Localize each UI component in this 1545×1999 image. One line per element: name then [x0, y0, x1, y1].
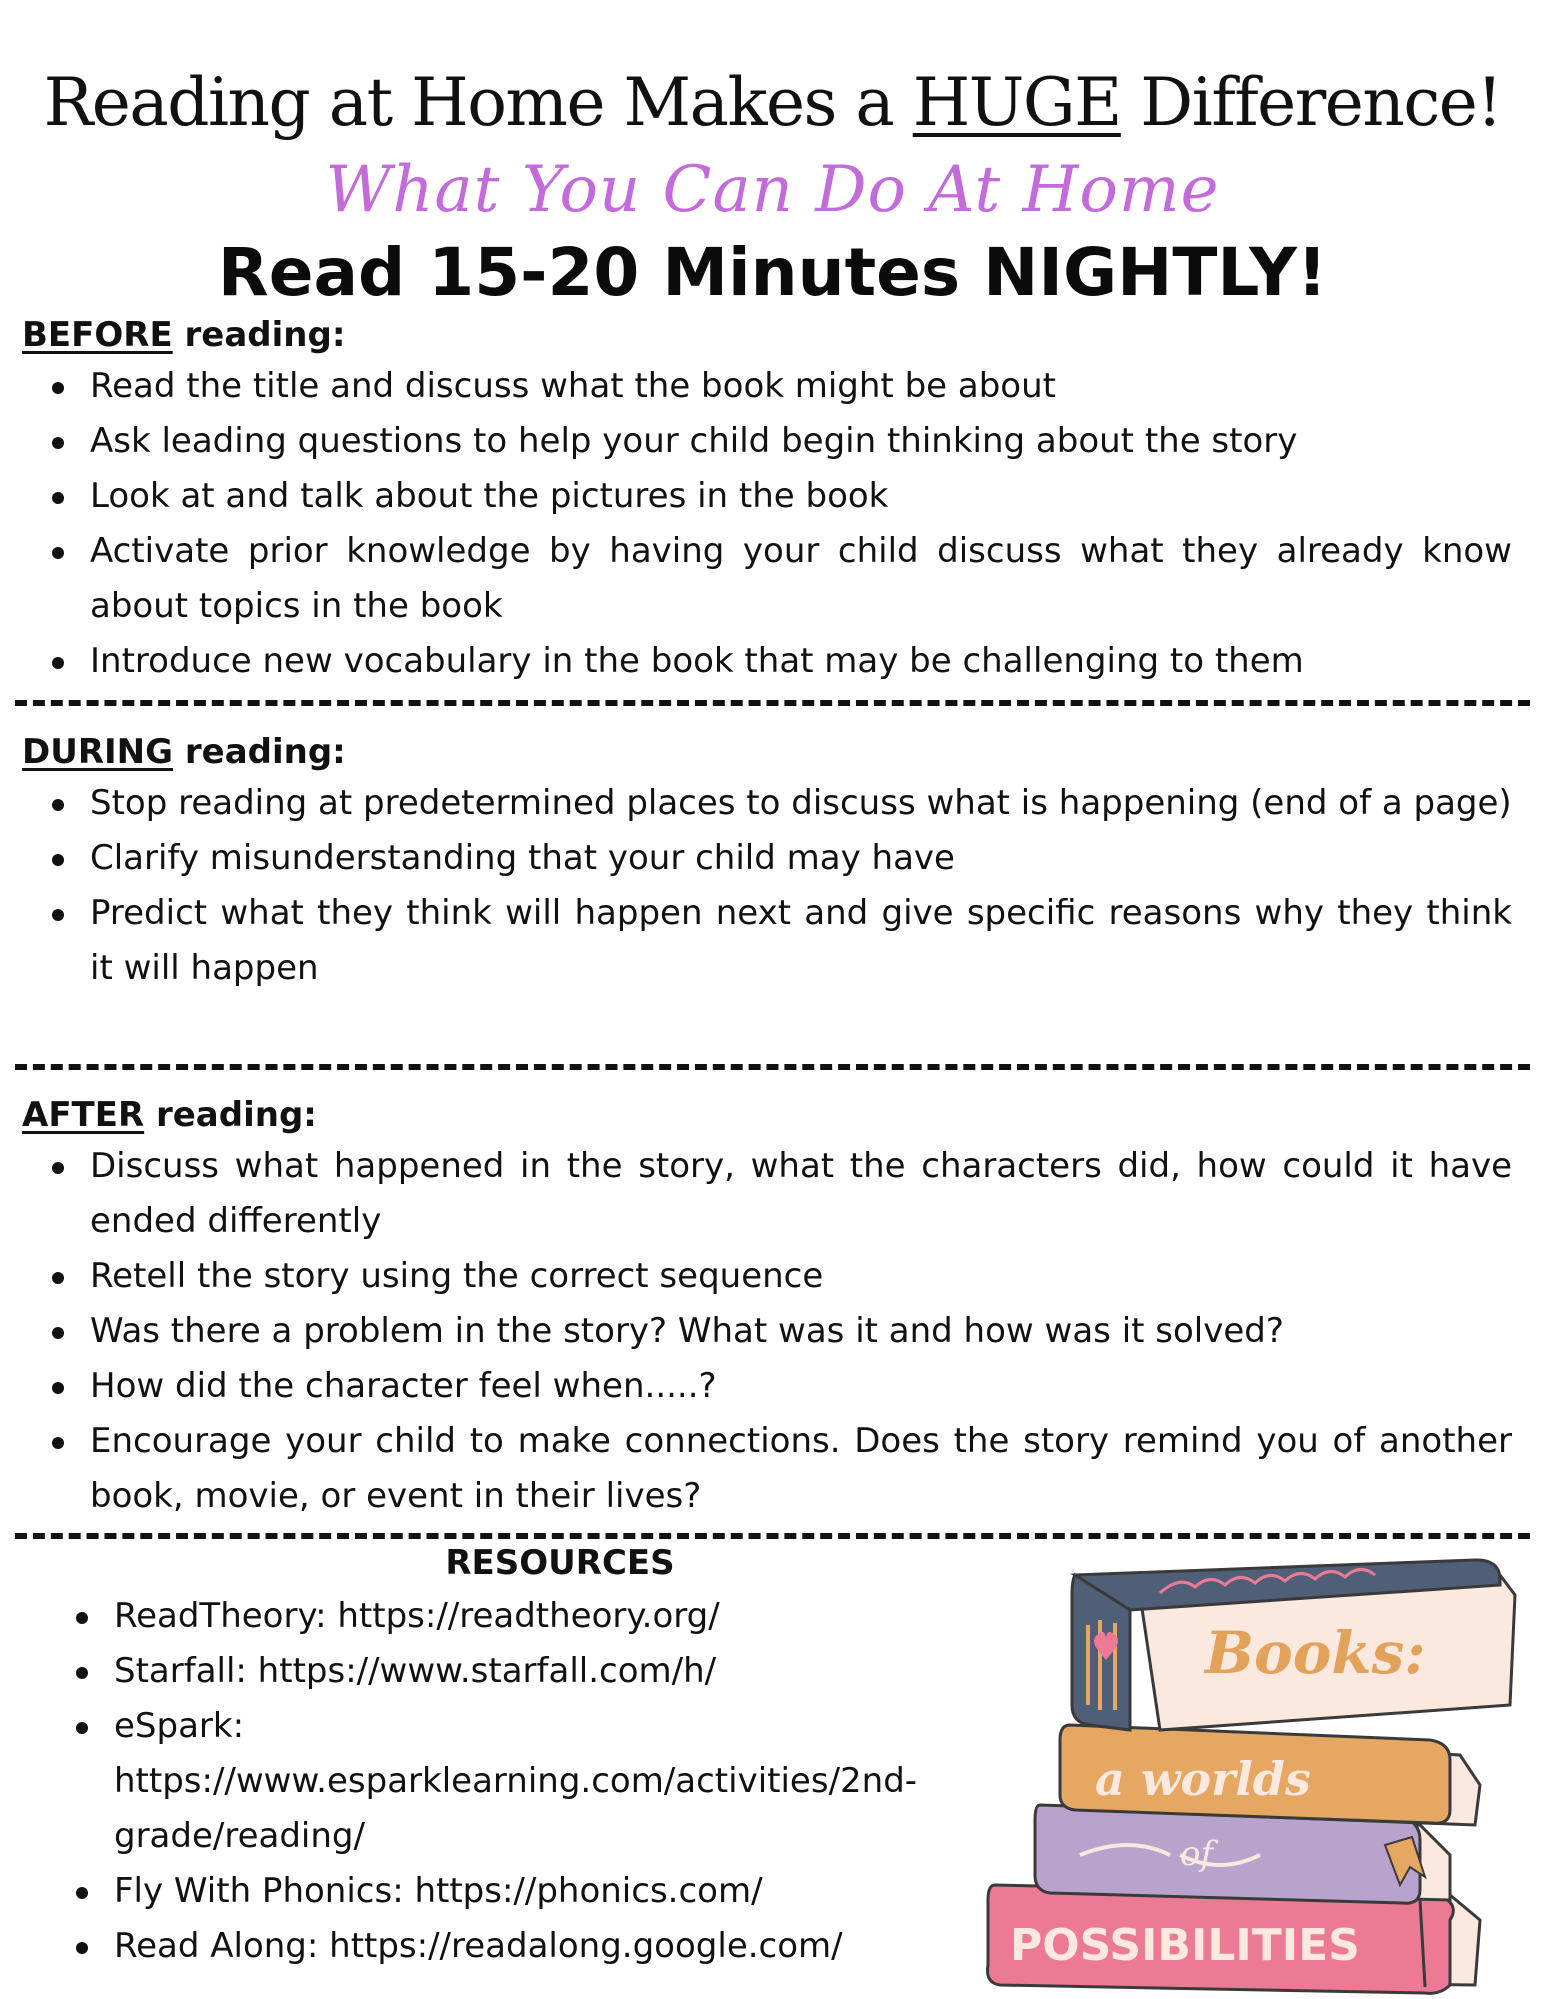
list-item — [22, 414, 1522, 469]
title-huge-word: HUGE — [912, 64, 1121, 141]
during-reading-section — [22, 728, 1522, 996]
orange-book-icon — [1060, 1725, 1480, 1825]
resources-heading: RESOURCES — [445, 1543, 675, 1583]
bullet-icon — [52, 854, 64, 866]
title-text-post: Difference! — [1120, 64, 1502, 141]
list-item-text: Introduce new vocabulary in the book that may be challenging to them — [90, 641, 1304, 681]
resource-link-read-along[interactable]: Read Along: https://readalong.google.com/ — [114, 1926, 843, 1966]
bullet-icon — [76, 1667, 88, 1679]
list-item-text: Predict what they think will happen next and give specific reasons why they think it will happen — [90, 893, 1512, 988]
section-divider — [15, 1064, 1530, 1070]
list-item-text: Was there a problem in the story? What was it and how was it solved? — [90, 1311, 1284, 1351]
resource-item[interactable] — [30, 1589, 1040, 1644]
list-item — [22, 524, 1522, 634]
before-section-heading — [22, 311, 1522, 359]
resource-link-espark[interactable]: eSpark: https://www.esparklearning.com/activities/2nd-grade/reading/ — [114, 1706, 918, 1856]
bullet-icon — [52, 437, 64, 449]
list-item-text: Look at and talk about the pictures in the book — [90, 476, 889, 516]
before-reading-section — [22, 311, 1522, 689]
resources-list — [30, 1589, 1040, 1974]
bullet-icon — [52, 1437, 64, 1449]
after-reading-section — [22, 1091, 1522, 1524]
bullet-icon — [52, 1272, 64, 1284]
bullet-icon — [52, 909, 64, 921]
bullet-icon — [76, 1722, 88, 1734]
list-item — [22, 1304, 1522, 1359]
bullet-icon — [52, 547, 64, 559]
list-item — [22, 1249, 1522, 1304]
list-item-text: How did the character feel when.....? — [90, 1366, 717, 1406]
list-item — [22, 469, 1522, 524]
bullet-icon — [52, 492, 64, 504]
bullet-icon — [52, 382, 64, 394]
resource-link-starfall[interactable]: Starfall: https://www.starfall.com/h/ — [114, 1651, 717, 1691]
after-heading-suffix: reading: — [144, 1095, 317, 1135]
list-item — [22, 886, 1522, 996]
resource-link-readtheory[interactable]: ReadTheory: https://readtheory.org/ — [114, 1596, 720, 1636]
list-item-text: Stop reading at predetermined places to discuss what is happening (end of a page) — [90, 783, 1512, 823]
during-keyword: DURING — [22, 732, 174, 772]
list-item-text: Read the title and discuss what the book might be about — [90, 366, 1056, 406]
after-list — [22, 1139, 1522, 1524]
book-stack-illustration — [980, 1555, 1535, 1995]
before-list — [22, 359, 1522, 689]
resource-item[interactable] — [30, 1919, 1040, 1974]
resource-item[interactable] — [30, 1699, 1040, 1864]
bullet-icon — [52, 1382, 64, 1394]
list-item-text: Clarify misunderstanding that your child may have — [90, 838, 955, 878]
title-text-pre: Reading at Home Makes a — [43, 64, 913, 141]
of-lettering: of — [1180, 1834, 1214, 1874]
during-heading-suffix: reading: — [173, 732, 346, 772]
list-item-text: Encourage your child to make connections. Does the story remind you of another book, movie, or event in their lives? — [90, 1421, 1512, 1516]
bullet-icon — [52, 799, 64, 811]
list-item — [22, 1139, 1522, 1249]
during-section-heading — [22, 728, 1522, 776]
list-item — [22, 1359, 1522, 1414]
bullet-icon — [52, 1162, 64, 1174]
list-item — [22, 634, 1522, 689]
books-lettering: Books: — [1205, 1619, 1426, 1687]
before-keyword: BEFORE — [22, 315, 173, 355]
during-list — [22, 776, 1522, 996]
list-item — [22, 359, 1522, 414]
list-item — [22, 831, 1522, 886]
resource-item[interactable] — [30, 1644, 1040, 1699]
resource-item[interactable] — [30, 1864, 1040, 1919]
possibilities-lettering: POSSIBILITIES — [1010, 1920, 1360, 1971]
bullet-icon — [52, 1327, 64, 1339]
list-item — [22, 776, 1522, 831]
resource-link-fly-with-phonics[interactable]: Fly With Phonics: https://phonics.com/ — [114, 1871, 763, 1911]
list-item-text: Activate prior knowledge by having your child discuss what they already know about topics in the book — [90, 531, 1512, 626]
page-title — [0, 58, 1545, 148]
top-book-icon — [1072, 1560, 1515, 1730]
reading-time-headline: Read 15-20 Minutes NIGHTLY! — [217, 234, 1328, 311]
list-item-text: Discuss what happened in the story, what the characters did, how could it have ended differently — [90, 1146, 1512, 1241]
list-item-text: Ask leading questions to help your child begin thinking about the story — [90, 421, 1298, 461]
after-section-heading — [22, 1091, 1522, 1139]
after-keyword: AFTER — [22, 1095, 145, 1135]
list-item-text: Retell the story using the correct sequence — [90, 1256, 824, 1296]
section-divider — [15, 700, 1530, 706]
bullet-icon — [52, 657, 64, 669]
bullet-icon — [76, 1942, 88, 1954]
before-heading-suffix: reading: — [172, 315, 346, 355]
list-item — [22, 1414, 1522, 1524]
resources-section — [30, 1537, 1040, 1974]
bullet-icon — [76, 1887, 88, 1899]
page-subtitle: What You Can Do At Home — [325, 153, 1220, 227]
bullet-icon — [76, 1612, 88, 1624]
a-worlds-lettering: a worlds — [1095, 1752, 1311, 1806]
